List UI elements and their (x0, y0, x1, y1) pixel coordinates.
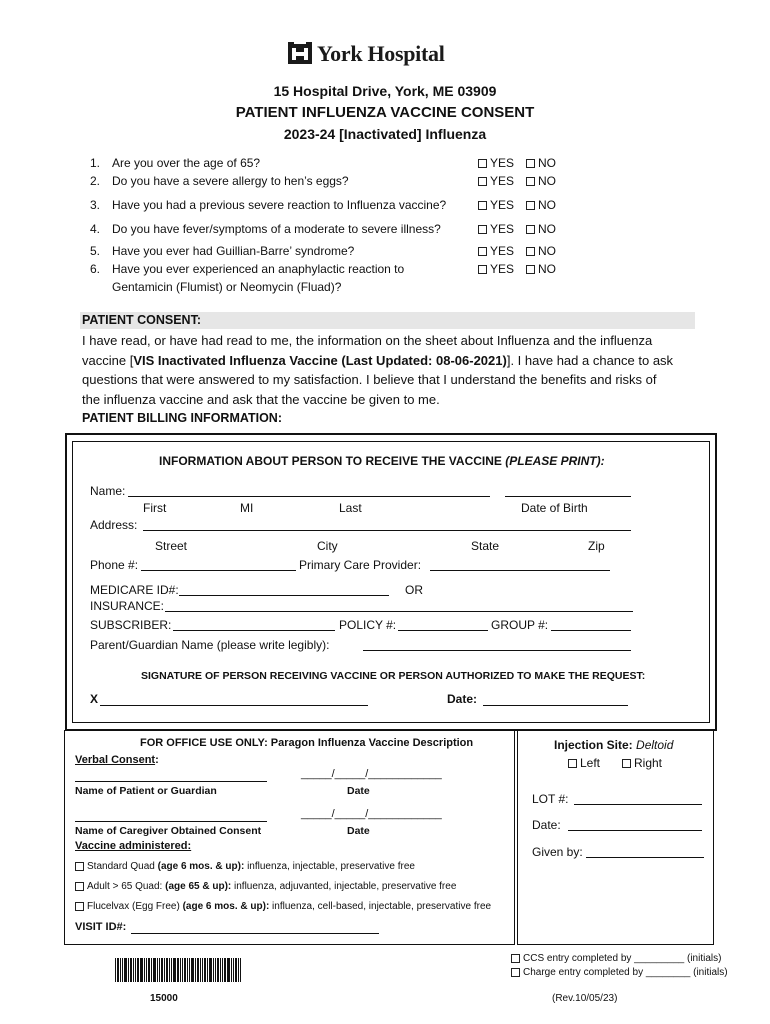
injection-date-label: Date: (532, 818, 561, 832)
question-5: 5. Have you ever had Guillian-Barre’ syndrome? (90, 244, 355, 258)
given-by-field[interactable] (586, 857, 704, 858)
barcode-bar (204, 958, 206, 982)
revision-date: (Rev.10/05/23) (552, 993, 618, 1004)
barcode-bar (144, 958, 145, 982)
barcode-bar (240, 958, 241, 982)
barcode-bar (213, 958, 214, 982)
barcode (115, 958, 268, 982)
barcode-bar (124, 958, 127, 982)
phone-label: Phone #: (90, 558, 139, 572)
subscriber-field[interactable] (173, 630, 335, 631)
barcode-bar (161, 958, 163, 982)
lot-label: LOT #: (532, 792, 569, 806)
barcode-bar (231, 958, 232, 982)
yes-no-q2: YES NO (478, 174, 556, 188)
yes-no-q5: YES NO (478, 244, 556, 258)
vis-reference: VIS Inactivated Influenza Vaccine (Last Updated: 08-06-2021) (133, 352, 507, 368)
barcode-bar (117, 958, 119, 982)
injection-left-option[interactable]: Left (568, 756, 600, 770)
phone-field[interactable] (141, 570, 296, 571)
barcode-bar (137, 958, 139, 982)
charge-entry: Charge entry completed by ________ (initials) (511, 967, 728, 978)
hospital-logo-icon (287, 41, 313, 67)
insurance-field[interactable] (165, 611, 633, 612)
zip-caption: Zip (588, 539, 605, 553)
first-caption: First (143, 501, 167, 515)
question-6: 6. Have you ever experienced an anaphylactic reaction to (90, 262, 405, 276)
barcode-bar (140, 958, 143, 982)
question-1: 1. Are you over the age of 65? (90, 156, 261, 170)
injection-site-box (517, 730, 714, 945)
charge-checkbox[interactable] (511, 968, 520, 977)
hospital-logo (287, 40, 445, 68)
policy-field[interactable] (398, 630, 488, 631)
billing-info-inner-box (72, 441, 710, 723)
standard-quad-checkbox[interactable] (75, 862, 84, 871)
consent-paragraph: I have read, or have had read to me, the information on the sheet about Influenza and the influenza vaccine [VIS Inactivated Influenza Vaccine (Last Updated: 08-06-2021)]. I have had a chance to ask questions that were answered to my satisfaction. I believe that I understand the benefits and risks of the influenza vaccine and ask that the vaccine be given to me. (82, 333, 674, 407)
date-caption-1: Date (347, 785, 370, 797)
barcode-bar (133, 958, 134, 982)
or-label: OR (405, 583, 423, 597)
visit-id-label: VISIT ID#: (75, 921, 127, 933)
group-label: GROUP #: (491, 618, 549, 632)
logo-text: York Hospital (317, 41, 445, 66)
no-checkbox[interactable] (526, 265, 535, 274)
barcode-bar (200, 958, 201, 982)
hospital-address: 15 Hospital Drive, York, ME 03909 (273, 83, 497, 99)
caregiver-name-field[interactable] (75, 821, 267, 822)
barcode-bar (159, 958, 160, 982)
barcode-bar (171, 958, 172, 982)
left-checkbox[interactable] (568, 759, 577, 768)
insurance-label: INSURANCE: (90, 599, 165, 613)
medicare-label: MEDICARE ID#: (90, 583, 179, 597)
barcode-bar (184, 958, 186, 982)
barcode-bar (220, 958, 221, 982)
question-6-continued: Gentamicin (Flumist) or Neomycin (Fluad)? (112, 280, 342, 294)
verbal-consent-label: Verbal Consent: (75, 754, 159, 766)
policy-label: POLICY #: (339, 618, 397, 632)
barcode-bar (151, 958, 152, 982)
barcode-bar (180, 958, 181, 982)
barcode-bar (148, 958, 150, 982)
vaccine-option-adult-quad[interactable]: Adult > 65 Quad: (age 65 & up): influenza, adjuvanted, injectable, preservative free (75, 881, 456, 892)
pcp-field[interactable] (430, 570, 610, 571)
info-title: INFORMATION ABOUT PERSON TO RECEIVE THE VACCINE (PLEASE PRINT): (159, 454, 605, 468)
city-caption: City (317, 539, 338, 553)
barcode-bar (166, 958, 168, 982)
question-2: 2. Do you have a severe allergy to hen’s eggs? (90, 174, 349, 188)
name-label: Name: (90, 484, 126, 498)
signature-date-label: Date: (447, 692, 478, 706)
barcode-bar (217, 958, 219, 982)
flucelvax-checkbox[interactable] (75, 902, 84, 911)
patient-guardian-name-field[interactable] (75, 781, 267, 782)
barcode-bar (197, 958, 199, 982)
barcode-bar (173, 958, 176, 982)
barcode-bar (164, 958, 165, 982)
barcode-bar (157, 958, 158, 982)
barcode-bar (195, 958, 196, 982)
yes-checkbox[interactable] (478, 225, 487, 234)
name-field[interactable] (128, 496, 490, 497)
yes-checkbox[interactable] (478, 201, 487, 210)
yes-no-q6: YES NO (478, 262, 556, 276)
barcode-bar (130, 958, 132, 982)
barcode-bar (120, 958, 121, 982)
lot-field[interactable] (574, 804, 702, 805)
vaccine-administered-label: Vaccine administered: (75, 840, 192, 852)
barcode-bar (128, 958, 129, 982)
ccs-entry: CCS entry completed by _________ (initials) (511, 953, 721, 964)
pcp-label: Primary Care Provider: (299, 558, 422, 572)
barcode-bar (169, 958, 170, 982)
signature-x: X (90, 692, 99, 706)
no-checkbox[interactable] (526, 201, 535, 210)
signature-date-field[interactable] (483, 705, 628, 706)
signature-field[interactable] (100, 705, 368, 706)
mi-caption: MI (240, 501, 254, 515)
vaccine-option-flucelvax[interactable]: Flucelvax (Egg Free) (age 6 mos. & up): influenza, cell-based, injectable, preservative free (75, 901, 491, 912)
barcode-bar (224, 958, 226, 982)
injection-site-heading: Injection Site: Deltoid (554, 738, 674, 752)
ccs-checkbox[interactable] (511, 954, 520, 963)
barcode-bar (227, 958, 230, 982)
yes-no-q4: YES NO (478, 222, 556, 236)
medicare-field[interactable] (179, 595, 389, 596)
given-by-label: Given by: (532, 845, 583, 859)
vaccine-option-standard-quad[interactable]: Standard Quad (age 6 mos. & up): influenza, injectable, preservative free (75, 861, 415, 872)
consent-heading: PATIENT CONSENT: (82, 313, 201, 327)
barcode-bar (189, 958, 190, 982)
name-caregiver-caption: Name of Caregiver Obtained Consent (75, 825, 262, 837)
yes-checkbox[interactable] (478, 159, 487, 168)
office-use-box (64, 730, 515, 945)
barcode-bar (115, 958, 116, 982)
yes-checkbox[interactable] (478, 265, 487, 274)
signature-heading: SIGNATURE OF PERSON RECEIVING VACCINE OR PERSON AUTHORIZED TO MAKE THE REQUEST: (141, 670, 646, 682)
barcode-bar (233, 958, 234, 982)
patient-consent-date-field[interactable]: _____/_____/____________ (301, 768, 442, 780)
barcode-bar (222, 958, 223, 982)
subscriber-label: SUBSCRIBER: (90, 618, 172, 632)
adult-quad-checkbox[interactable] (75, 882, 84, 891)
barcode-bar (122, 958, 123, 982)
barcode-bar (238, 958, 239, 982)
barcode-bar (191, 958, 194, 982)
barcode-bar (209, 958, 212, 982)
office-heading: FOR OFFICE USE ONLY: Paragon Influenza Vaccine Description (140, 737, 474, 749)
right-checkbox[interactable] (622, 759, 631, 768)
date-caption-2: Date (347, 825, 370, 837)
dob-field[interactable] (505, 496, 631, 497)
caregiver-consent-date-field[interactable]: _____/_____/____________ (301, 808, 442, 820)
yes-no-q3: YES NO (478, 198, 556, 212)
no-checkbox[interactable] (526, 225, 535, 234)
address-label: Address: (90, 518, 138, 532)
yes-checkbox[interactable] (478, 177, 487, 186)
no-checkbox[interactable] (526, 177, 535, 186)
yes-no-q1: YES NO (478, 156, 556, 170)
visit-id-field[interactable] (131, 933, 379, 934)
parent-guardian-label: Parent/Guardian Name (please write legibly): (90, 638, 330, 652)
billing-heading: PATIENT BILLING INFORMATION: (82, 411, 282, 425)
state-caption: State (471, 539, 500, 553)
name-patient-caption: Name of Patient or Guardian (75, 785, 217, 797)
form-subtitle: 2023-24 [Inactivated] Influenza (283, 126, 487, 142)
address-field[interactable] (143, 530, 631, 531)
no-checkbox[interactable] (526, 159, 535, 168)
barcode-bar (153, 958, 156, 982)
no-checkbox[interactable] (526, 247, 535, 256)
barcode-bar (187, 958, 188, 982)
barcode-bar (177, 958, 179, 982)
barcode-bar (215, 958, 216, 982)
barcode-bar (235, 958, 237, 982)
barcode-bar (135, 958, 136, 982)
injection-date-field[interactable] (568, 830, 702, 831)
parent-guardian-field[interactable] (363, 650, 631, 651)
last-caption: Last (339, 501, 362, 515)
form-title: PATIENT INFLUENZA VACCINE CONSENT (235, 104, 535, 121)
barcode-bar (182, 958, 183, 982)
form-number: 15000 (150, 993, 178, 1004)
question-4: 4. Do you have fever/symptoms of a moderate to severe illness? (90, 222, 441, 236)
barcode-bar (146, 958, 147, 982)
street-caption: Street (155, 539, 188, 553)
barcode-bar (207, 958, 208, 982)
dob-caption: Date of Birth (521, 501, 588, 515)
injection-right-option[interactable]: Right (622, 756, 662, 770)
barcode-bar (202, 958, 203, 982)
group-field[interactable] (551, 630, 631, 631)
yes-checkbox[interactable] (478, 247, 487, 256)
question-3: 3. Have you had a previous severe reaction to Influenza vaccine? (90, 198, 447, 212)
